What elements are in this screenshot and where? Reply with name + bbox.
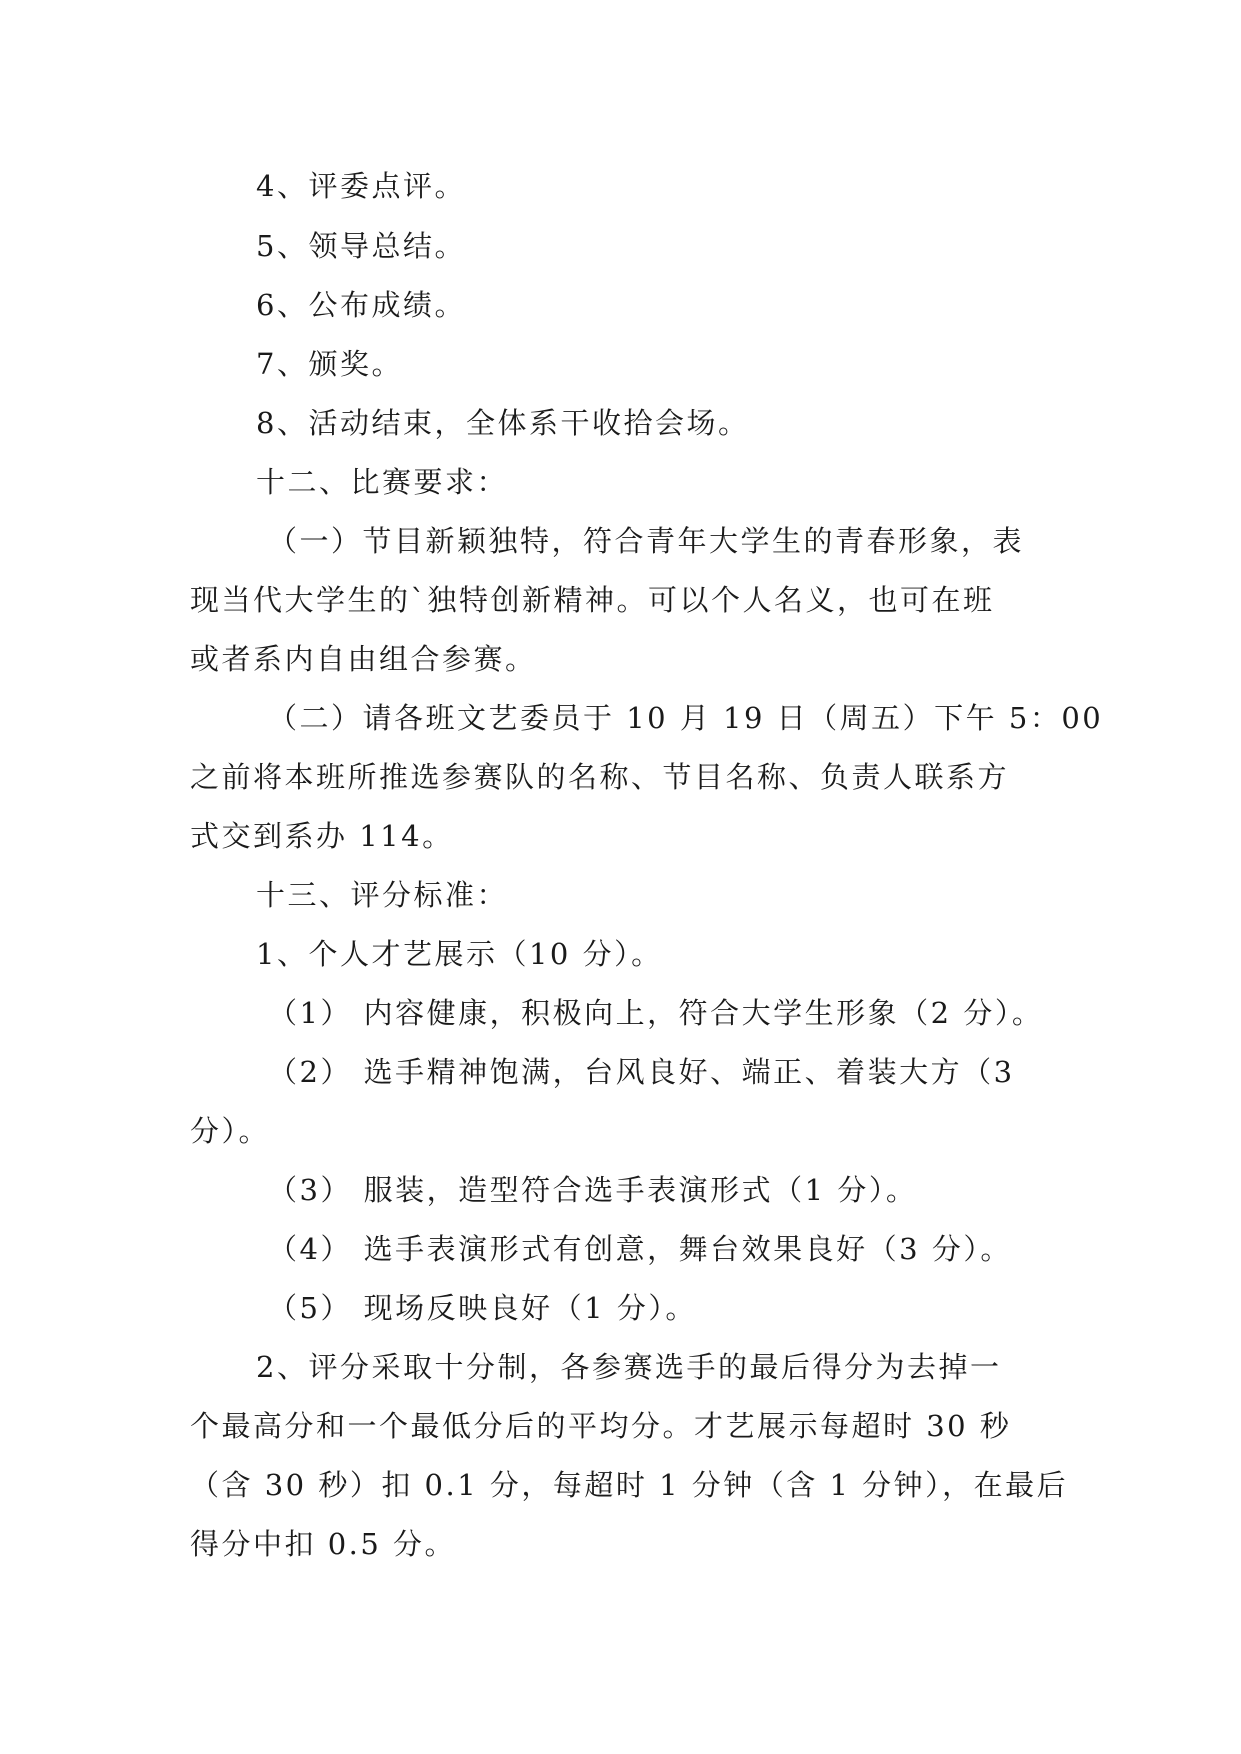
criterion-1-sub-1: （1） 内容健康，积极向上，符合大学生形象（2 分）。 (268, 996, 1044, 1030)
criterion-1-sub-4: （4） 选手表演形式有创意，舞台效果良好（3 分）。 (268, 1232, 1012, 1266)
criterion-1-sub-2-line-1: （2） 选手精神饱满，台风良好、端正、着装大方（3 (268, 1055, 1015, 1089)
criterion-2-line-4: 得分中扣 0.5 分。 (190, 1527, 457, 1561)
criterion-2-line-2: 个最高分和一个最低分后的平均分。才艺展示每超时 30 秒 (190, 1409, 1012, 1443)
section-heading-12: 十二、比赛要求： (256, 465, 509, 499)
requirement-1-line-2: 现当代大学生的`独特创新精神。可以个人名义，也可在班 (190, 583, 995, 617)
requirement-1-line-3: 或者系内自由组合参赛。 (190, 642, 537, 676)
criterion-2-line-3: （含 30 秒）扣 0.1 分，每超时 1 分钟（含 1 分钟），在最后 (190, 1468, 1069, 1502)
criterion-1-sub-3: （3） 服装，造型符合选手表演形式（1 分）。 (268, 1173, 918, 1207)
list-item-7: 7、颁奖。 (256, 347, 403, 381)
criterion-2-line-1: 2、评分采取十分制，各参赛选手的最后得分为去掉一 (256, 1350, 1002, 1384)
requirement-1-line-1: （一）节目新颖独特，符合青年大学生的青春形象，表 (268, 524, 1025, 558)
criterion-1: 1、个人才艺展示（10 分）。 (256, 937, 663, 971)
list-item-5: 5、领导总结。 (256, 229, 466, 263)
list-item-4: 4、评委点评。 (256, 169, 466, 203)
list-item-8: 8、活动结束，全体系干收拾会场。 (256, 406, 750, 440)
requirement-2-line-2: 之前将本班所推选参赛队的名称、节目名称、负责人联系方 (190, 760, 1010, 794)
criterion-1-sub-5: （5） 现场反映良好（1 分）。 (268, 1291, 697, 1325)
requirement-2-line-1: （二）请各班文艺委员于 10 月 19 日（周五）下午 5：00 (268, 701, 1104, 735)
criterion-1-sub-2-line-2: 分）。 (190, 1114, 271, 1148)
list-item-6: 6、公布成绩。 (256, 288, 466, 322)
requirement-2-line-3: 式交到系办 114。 (190, 819, 454, 853)
section-heading-13: 十三、评分标准： (256, 878, 509, 912)
